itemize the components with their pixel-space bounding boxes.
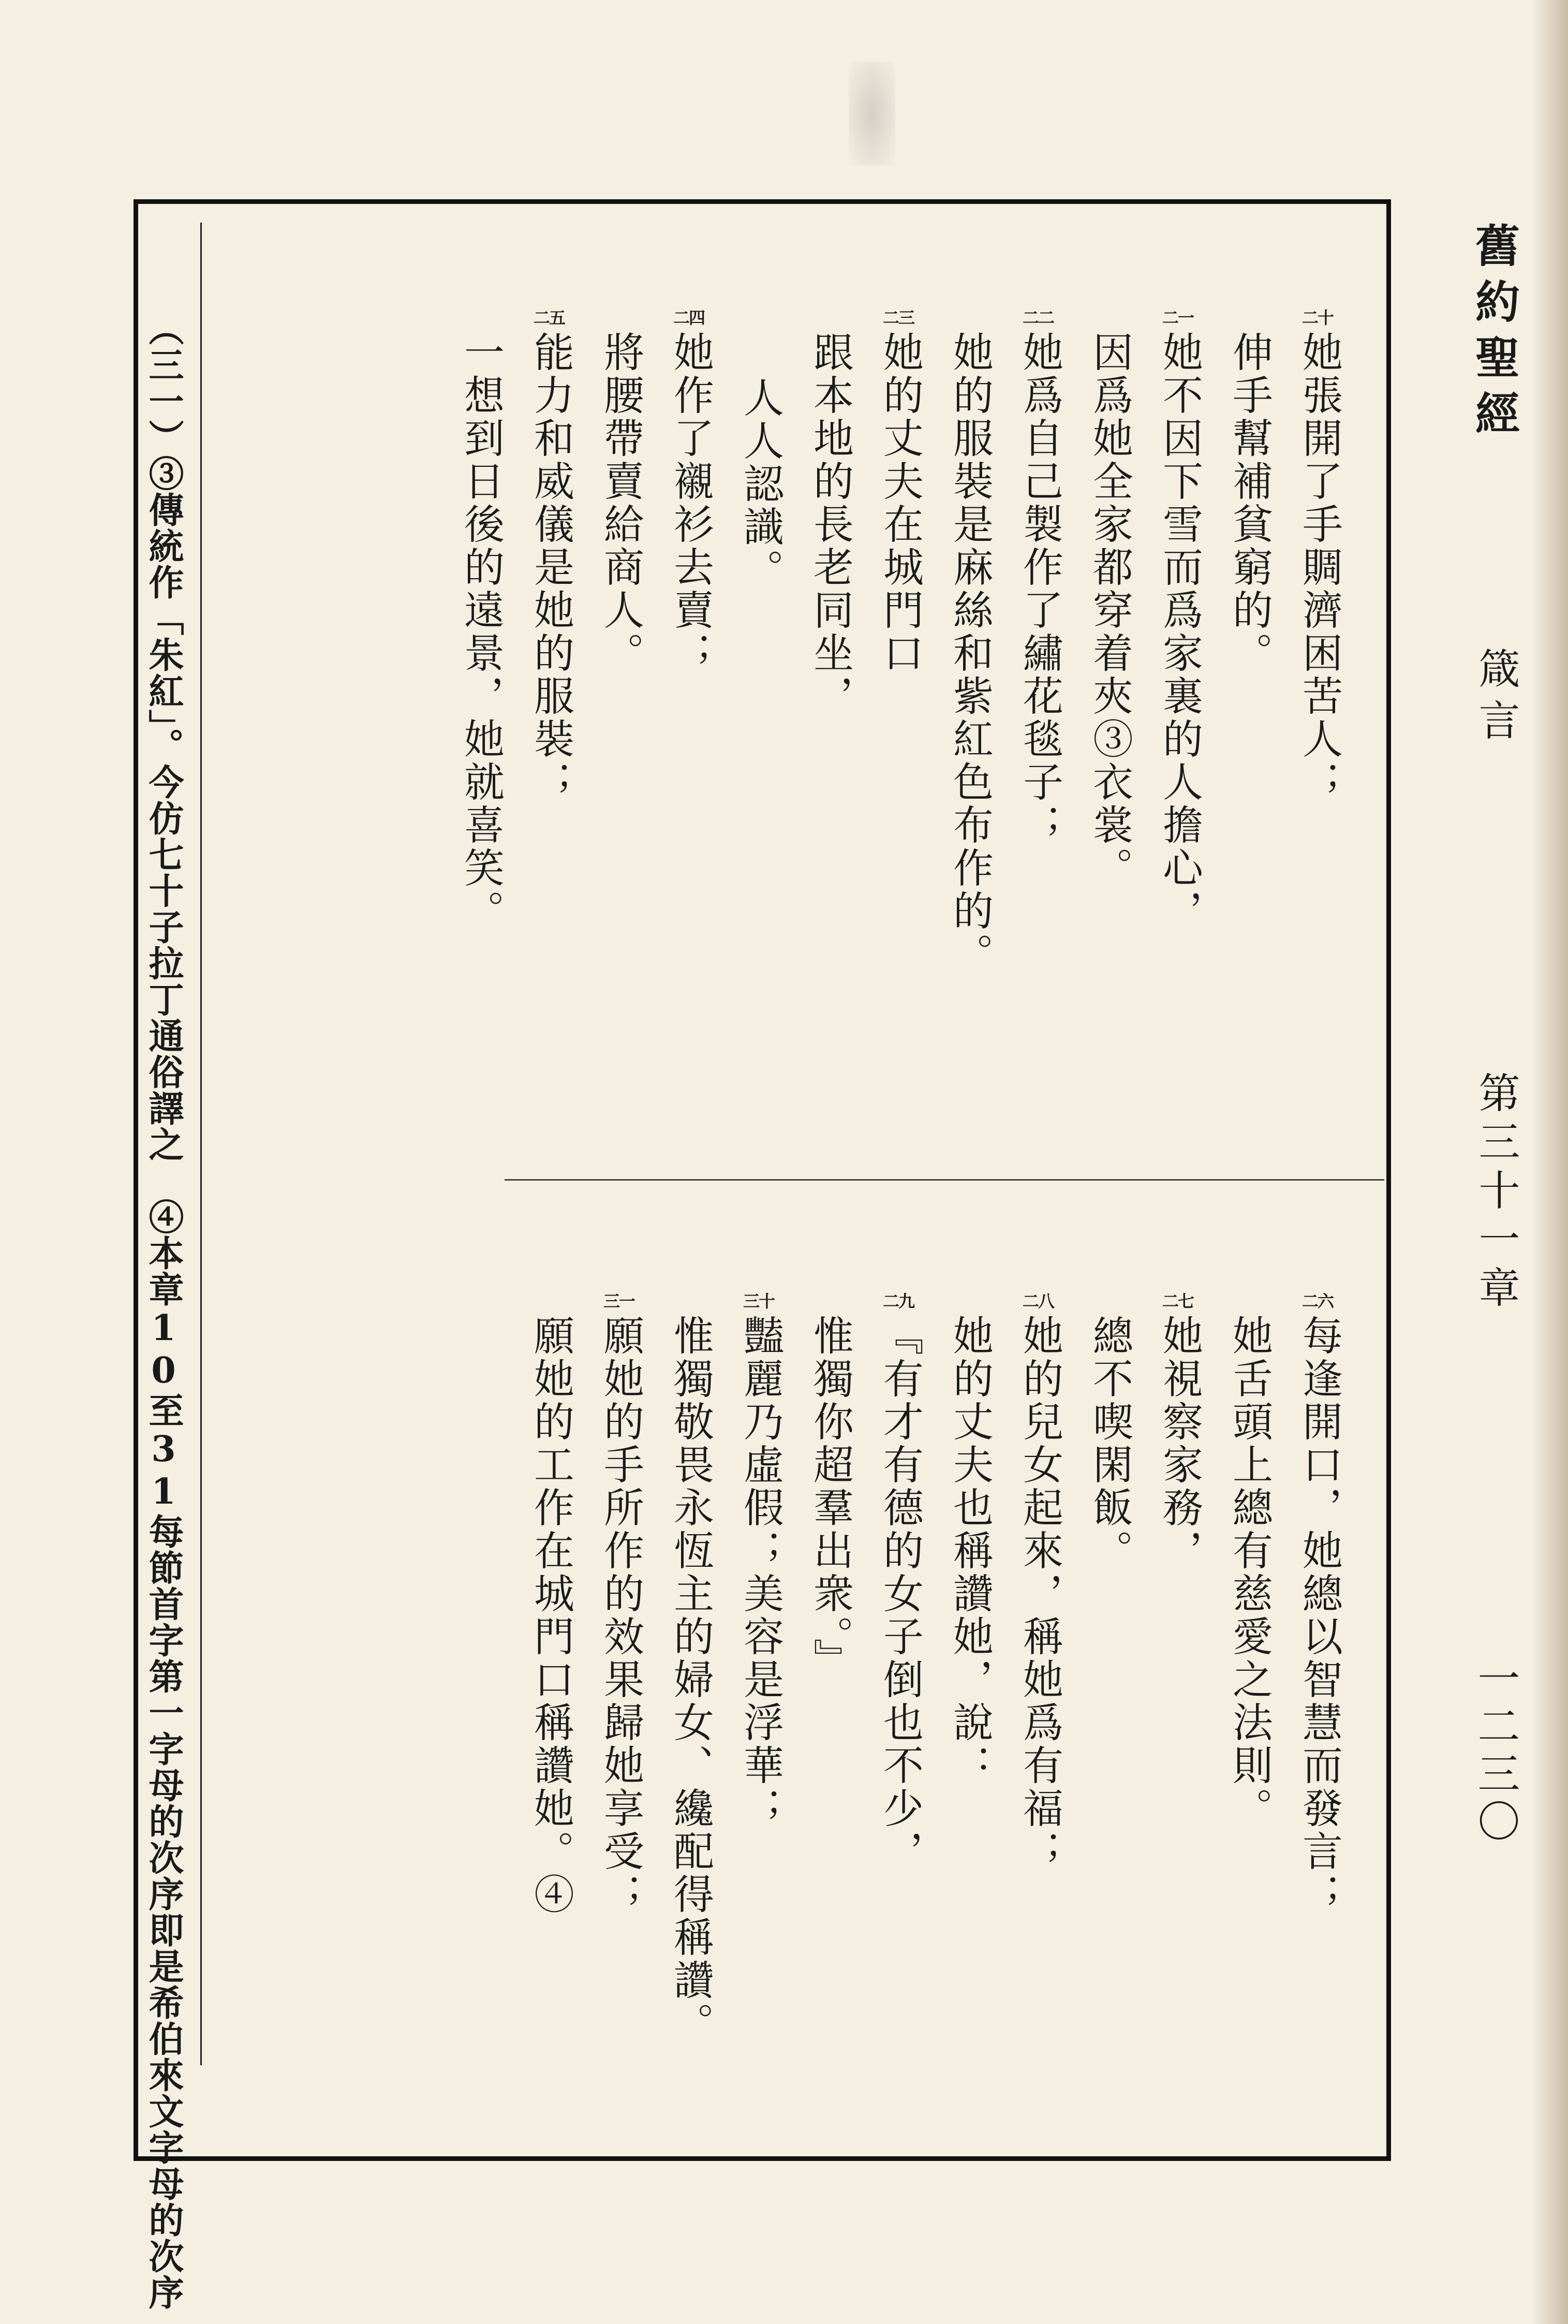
book-title: 舊約聖經 (1468, 223, 1520, 446)
section-divider (505, 1179, 1384, 1181)
upper-line: 能力和威儀是她的服裝； (527, 331, 574, 804)
upper-line: 她爲自己製作了繡花毯子； (1016, 331, 1063, 847)
upper-line: 將腰帶賣給商人。 (597, 331, 644, 675)
lower-line: 她舌頭上總有慈愛之法則。 (1226, 1315, 1273, 1830)
lower-line: 她的丈夫也稱讚她，說： (946, 1315, 993, 1787)
lower-line: 願她的手所作的效果歸她享受； (597, 1315, 644, 1916)
lower-line: 『有才有德的女子倒也不少， (877, 1315, 923, 1873)
upper-line: 因爲她全家都穿着夾③衣裳。 (1086, 331, 1133, 890)
footnote-text: （三一）③傳統作「朱紅」。今仿七十子拉丁通俗譯之 ④本章10至31每節首字第一字母的次序即是希伯來文字母的次序 (143, 311, 184, 2311)
verse-number: 三一 (603, 1291, 635, 1311)
upper-line: 她不因下雪而爲家裏的人擔心， (1156, 331, 1203, 933)
lower-line: 她的兒女起來，稱她爲有福； (1016, 1315, 1063, 1873)
lower-line: 總不喫閑飯。 (1086, 1315, 1133, 1572)
verse-number: 三十 (743, 1291, 775, 1311)
footnote-rule (200, 223, 202, 2065)
lower-line: 豔麗乃虛假；美容是浮華； (737, 1315, 783, 1830)
section-title: 箴言 (1472, 647, 1520, 751)
verse-number: 二十 (1302, 308, 1334, 328)
verse-number: 二八 (1023, 1291, 1054, 1311)
chapter-title: 第三十一章 (1472, 1071, 1520, 1315)
page-number: 一二三〇 (1471, 1656, 1520, 1847)
upper-line: 她的服裝是麻絲和紫紅色布作的。 (946, 331, 993, 976)
verse-number: 二二 (1023, 308, 1054, 328)
verse-number: 二六 (1302, 1291, 1334, 1311)
lower-line: 願她的工作在城門口稱讚她。④ (527, 1315, 574, 1916)
lower-line: 她視察家務， (1156, 1315, 1203, 1572)
verse-number: 二九 (883, 1291, 914, 1311)
upper-line: 她作了襯衫去賣； (667, 331, 714, 675)
upper-line: 人人認識。 (737, 377, 783, 592)
upper-line: 她的丈夫在城門口 (877, 331, 923, 675)
upper-line: 一想到日後的遠景，她就喜笑。 (457, 331, 504, 933)
upper-line: 她張開了手賙濟困苦人； (1296, 331, 1342, 804)
upper-line: 伸手幫補貧窮的。 (1226, 331, 1273, 675)
verse-number: 二三 (883, 308, 914, 328)
verse-number: 二五 (534, 308, 565, 328)
verse-number: 二一 (1162, 308, 1194, 328)
lower-line: 惟獨你超羣出衆。』 (807, 1315, 853, 1681)
lower-line: 每逢開口，她總以智慧而發言； (1296, 1315, 1342, 1916)
upper-line: 跟本地的長老同坐， (807, 331, 853, 718)
verse-number: 二四 (673, 308, 705, 328)
verse-number: 二七 (1162, 1291, 1194, 1311)
lower-line: 惟獨敬畏永恆主的婦女、纔配得稱讚。 (667, 1315, 714, 2045)
